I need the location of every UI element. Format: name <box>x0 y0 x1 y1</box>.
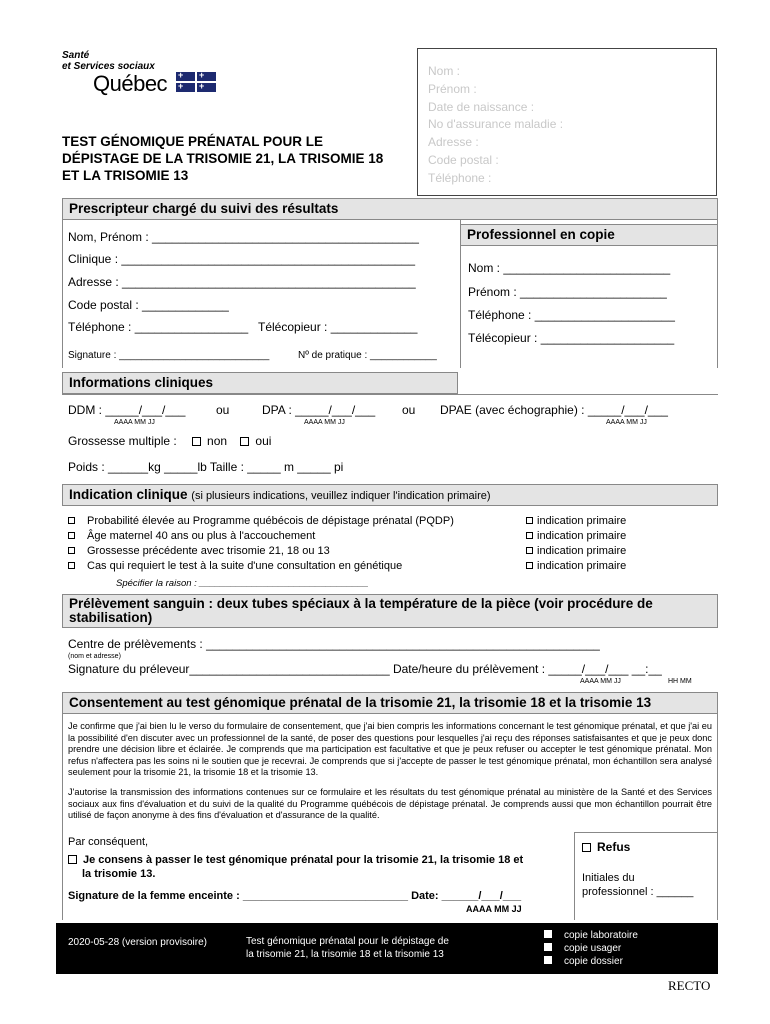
footer-desc-line: la trisomie 21, la trisomie 18 et la trisomie 13 <box>246 949 444 960</box>
ddm-field[interactable]: DDM : _____/___/___ <box>68 403 186 417</box>
prescripteur-code-postal[interactable]: Code postal : _____________ <box>68 298 229 312</box>
initiales-professionnel[interactable]: professionnel : ______ <box>582 886 694 898</box>
copie-telecopieur[interactable]: Télécopieur : ____________________ <box>468 331 675 345</box>
footer-bar <box>56 923 718 974</box>
prescripteur-heading: Prescripteur chargé du suivi des résultats <box>62 198 718 220</box>
indication-label: Grossesse précédente avec trisomie 21, 18 ou 13 <box>87 545 330 557</box>
patient-id-box[interactable] <box>417 48 717 196</box>
copy-label: copie usager <box>564 943 622 954</box>
primary-option[interactable] <box>526 529 626 544</box>
checkbox-icon[interactable] <box>526 562 533 569</box>
consentement-heading: Consentement au test génomique prénatal de la trisomie 21, la trisomie 18 et la trisomie 13 <box>62 692 718 714</box>
copy-item <box>544 929 638 942</box>
primary-option[interactable] <box>526 559 626 574</box>
oui-label: oui <box>255 434 272 448</box>
footer-date: 2020-05-28 (version provisoire) <box>68 937 207 948</box>
consent-line-2: la trisomie 13. <box>82 868 156 880</box>
par-consequent: Par conséquent, <box>68 836 149 848</box>
signature-preleveur[interactable]: Signature du préleveur______________________________ Date/heure du prélèvement : _____/___/___ __:__ <box>68 662 662 676</box>
title-line: TEST GÉNOMIQUE PRÉNATAL POUR LE <box>62 134 324 149</box>
primary-label: indication primaire <box>537 545 627 557</box>
logo-ministry-text <box>62 50 155 72</box>
indication-list <box>68 514 454 574</box>
non-label: non <box>207 434 228 448</box>
id-code-postal: Code postal : <box>428 152 499 167</box>
logo-quebec: Québec <box>93 71 168 96</box>
prescripteur-telephone[interactable]: Téléphone : _________________ <box>68 320 249 334</box>
id-nom: Nom : <box>428 64 461 78</box>
checkbox-icon[interactable] <box>68 855 77 864</box>
ddm-date-format: AAAA MM JJ <box>114 419 155 426</box>
prescripteur-adresse[interactable]: Adresse : ____________________________________________ <box>68 275 416 289</box>
initiales-line-1: Initiales du <box>582 872 635 884</box>
footer-copies <box>544 929 638 968</box>
checkbox-icon[interactable] <box>68 562 75 569</box>
specifier-raison[interactable]: Spécifier la raison : ________________________________ <box>116 578 369 589</box>
copy-item <box>544 942 638 955</box>
logo-line2: et Services sociaux <box>62 61 155 72</box>
consentement-paragraph-1: Je confirme que j'ai bien lu le verso du formulaire de consentement, que j'ai bien compris les informations concernant le test génomique prénatal, et que j'ai eu la possibilité d'en discuter avec un professionnel de la santé, de poser des questions pour lesquelles j'ai reçu des réponses satisfaisantes et que je peux donc prendre une décision libre et éclairée. Je comprends que ma participation est facultative et que je peux refuser ou accepter le test génomique prénatal. Mon refus n'affectera pas les soins ni le soutien que je recevrai. Je comprends que si j'accepte de passer le test génomique prénatal, mon échantillon sera analysé seulement pour la trisomie 21, la trisomie 18 et la trisomie 13. <box>68 721 712 777</box>
indication-item[interactable] <box>68 514 454 529</box>
footer-description <box>246 935 449 961</box>
indication-item[interactable] <box>68 529 454 544</box>
grossesse-non[interactable] <box>192 434 227 448</box>
form-title <box>62 133 422 184</box>
ou-label-2: ou <box>402 403 416 417</box>
consentement-paragraph-2: J'autorise la transmission des informations contenues sur ce formulaire et les résultats du test génomique prénatal au ministère de la Santé et des Services sociaux aux fins d'évaluation et du suivi de la qualité du Programme québécois de dépistage prénatal. Je comprends aussi que mon échantillon pourrait être utilisé de façon anonyme à des fins d'évaluation et d'assurance de la qualité. <box>68 787 712 820</box>
consent-line-1: Je consens à passer le test génomique prénatal pour la trisomie 21, la trisomie 18 et <box>83 854 524 866</box>
copie-telephone[interactable]: Téléphone : _____________________ <box>468 308 675 322</box>
checkbox-icon[interactable] <box>68 547 75 554</box>
checkbox-icon[interactable] <box>240 437 249 446</box>
indication-title: Indication clinique <box>69 487 188 502</box>
recto-label: RECTO <box>668 978 711 993</box>
checkbox-icon[interactable] <box>68 532 75 539</box>
prescripteur-pratique[interactable]: Nº de pratique : ____________ <box>298 350 437 361</box>
footer-desc-line: Test génomique prénatal pour le dépistage de <box>246 936 449 947</box>
cliniques-rule <box>62 394 718 395</box>
prescripteur-signature[interactable]: Signature : ___________________________ <box>68 350 270 361</box>
checkbox-icon[interactable] <box>526 532 533 539</box>
copie-heading: Professionnel en copie <box>460 224 718 246</box>
dpa-date-format: AAAA MM JJ <box>304 419 345 426</box>
primary-label: indication primaire <box>537 515 627 527</box>
checkbox-icon[interactable] <box>582 843 591 852</box>
refus-option[interactable] <box>582 840 630 854</box>
indication-label: Probabilité élevée au Programme québécois de dépistage prénatal (PQDP) <box>87 515 454 527</box>
indication-heading <box>62 484 718 506</box>
centre-sub: (nom et adresse) <box>68 653 121 660</box>
id-ramq: No d'assurance maladie : <box>428 117 564 132</box>
copy-item <box>544 955 638 968</box>
poids-taille[interactable]: Poids : ______kg _____lb Taille : _____ m _____ pi <box>68 460 344 474</box>
title-line: ET LA TRISOMIE 13 <box>62 168 189 183</box>
indication-label: Âge maternel 40 ans ou plus à l'accouchement <box>87 530 316 542</box>
checkbox-icon[interactable] <box>526 517 533 524</box>
primary-option[interactable] <box>526 544 626 559</box>
title-line: DÉPISTAGE DE LA TRISOMIE 21, LA TRISOMIE 18 <box>62 151 384 166</box>
signature-femme[interactable]: Signature de la femme enceinte : ___________________________ Date: ______/___/___ <box>68 890 522 902</box>
cliniques-heading: Informations cliniques <box>62 372 458 394</box>
id-adresse: Adresse : <box>428 135 479 150</box>
prelevement-heading: Prélèvement sanguin : deux tubes spéciaux à la température de la pièce (voir procédure de stabilisation) <box>62 594 718 628</box>
prescripteur-clinique[interactable]: Clinique : ____________________________________________ <box>68 252 416 266</box>
dpa-field[interactable]: DPA : _____/___/___ <box>262 403 376 417</box>
copy-label: copie laboratoire <box>564 930 638 941</box>
copie-nom[interactable]: Nom : _________________________ <box>468 261 671 275</box>
id-dob: Date de naissance : <box>428 99 535 114</box>
square-icon <box>544 943 552 951</box>
consent-option[interactable] <box>68 853 523 881</box>
id-telephone: Téléphone : <box>428 170 492 185</box>
indication-label: Cas qui requiert le test à la suite d'une consultation en génétique <box>87 560 403 572</box>
primary-list <box>526 514 626 574</box>
grossesse-label: Grossesse multiple : <box>68 434 177 448</box>
grossesse-oui[interactable] <box>240 434 271 448</box>
prelevement-heure-format: HH MM <box>668 678 692 685</box>
indication-item[interactable] <box>68 544 454 559</box>
dpae-field[interactable]: DPAE (avec échographie) : _____/___/___ <box>440 403 668 417</box>
primary-label: indication primaire <box>537 560 627 572</box>
prescripteur-nom[interactable]: Nom, Prénom : ________________________________________ <box>68 230 419 244</box>
indication-item[interactable] <box>68 559 454 574</box>
copy-label: copie dossier <box>564 956 623 967</box>
prescripteur-telecopieur[interactable]: Télécopieur : _____________ <box>258 320 418 334</box>
dpae-date-format: AAAA MM JJ <box>606 419 647 426</box>
indication-note: (si plusieurs indications, veuillez indiquer l'indication primaire) <box>191 490 491 502</box>
primary-label: indication primaire <box>537 530 627 542</box>
checkbox-icon[interactable] <box>526 547 533 554</box>
ou-label-1: ou <box>216 403 230 417</box>
id-prenom: Prénom : <box>428 81 477 96</box>
prelevement-date-format: AAAA MM JJ <box>580 678 621 685</box>
quebec-flag-icon <box>176 72 216 92</box>
signature-date-format: AAAA MM JJ <box>466 904 522 914</box>
square-icon <box>544 956 552 964</box>
centre-prelevements[interactable]: Centre de prélèvements : ___________________________________________________________ <box>68 637 600 651</box>
grossesse-multiple <box>68 434 271 448</box>
checkbox-icon[interactable] <box>68 517 75 524</box>
logo-line1: Santé <box>62 50 90 61</box>
primary-option[interactable] <box>526 514 626 529</box>
square-icon <box>544 930 552 938</box>
refus-label: Refus <box>597 840 631 854</box>
copie-prenom[interactable]: Prénom : ______________________ <box>468 285 667 299</box>
checkbox-icon[interactable] <box>192 437 201 446</box>
